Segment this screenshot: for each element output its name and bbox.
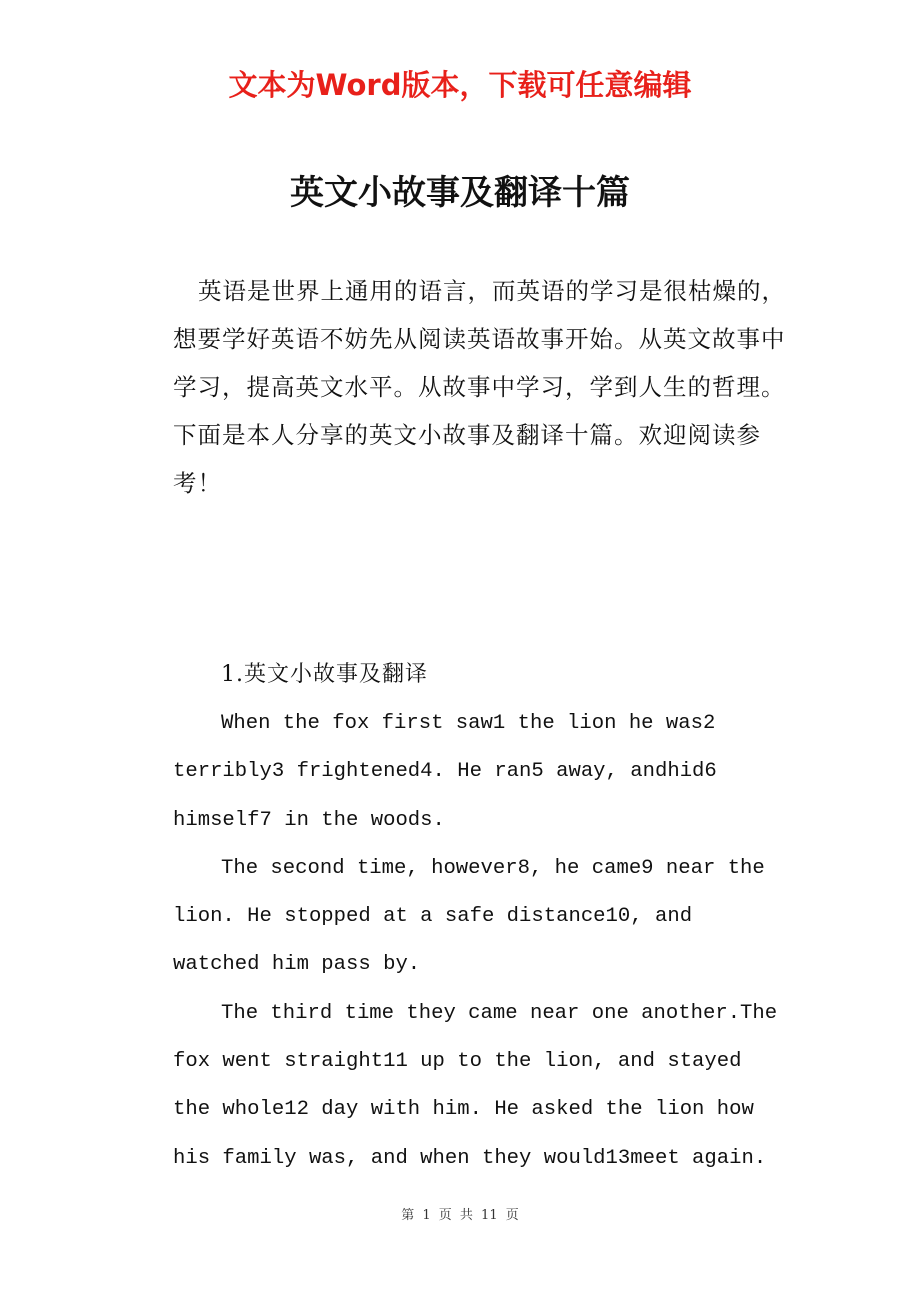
story-line: When the fox first saw1 the lion he was2 [221, 712, 716, 735]
story-line: terribly3 frightened4. He ran5 away, andhid6 [173, 760, 717, 783]
story-line: himself7 in the woods. [173, 809, 445, 832]
story-line: watched him pass by. [173, 953, 421, 976]
story-line: his family was, and when they would13meet again. [173, 1147, 767, 1170]
page-number-footer: 第 1 页 共 11 页 [401, 1208, 519, 1223]
story-line: lion. He stopped at a safe distance10, and [173, 905, 693, 928]
section-heading: 1.英文小故事及翻译 [221, 662, 428, 687]
intro-line: 学习，提高英文水平。从故事中学习，学到人生的哲理。 [173, 373, 786, 401]
story-line: the whole12 day with him. He asked the lion how [173, 1098, 754, 1121]
intro-line: 想要学好英语不妨先从阅读英语故事开始。从英文故事中 [173, 325, 786, 353]
intro-line: 考！ [173, 469, 222, 497]
document-title: 英文小故事及翻译十篇 [290, 173, 630, 213]
editable-notice: 文本为Word版本，下载可任意编辑 [228, 68, 692, 102]
intro-line: 下面是本人分享的英文小故事及翻译十篇。欢迎阅读参 [173, 421, 761, 449]
story-line: The second time, however8, he came9 near the [221, 857, 765, 880]
story-line: fox went straight11 up to the lion, and stayed [173, 1050, 742, 1073]
story-line: The third time they came near one another.The [221, 1002, 778, 1025]
intro-line: 英语是世界上通用的语言，而英语的学习是很枯燥的， [198, 277, 786, 305]
